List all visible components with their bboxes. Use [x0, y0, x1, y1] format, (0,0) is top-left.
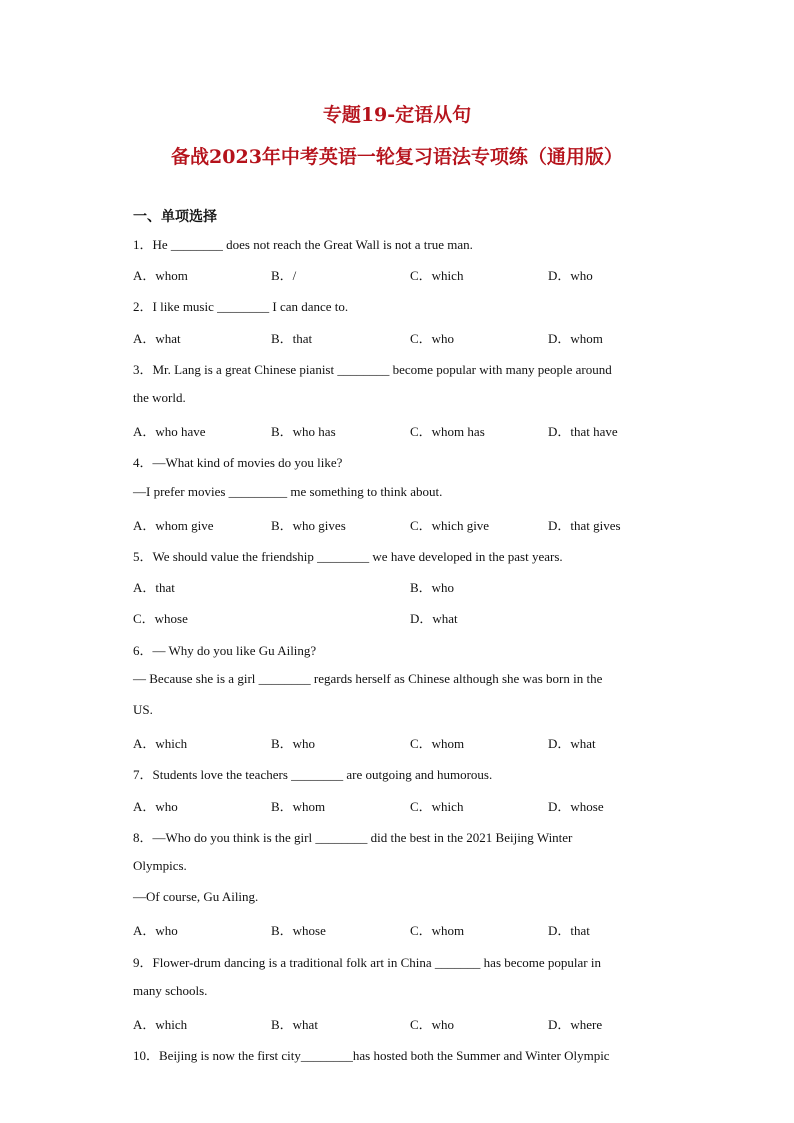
q2-option-b[interactable]: B．that — [271, 331, 313, 346]
question-1-text: 1．He ________ does not reach the Great Wall is not a true man. — [133, 237, 473, 252]
question-2-text: 2．I like music ________ I can dance to. — [133, 299, 349, 314]
q8-option-b[interactable]: B．whose — [271, 923, 326, 938]
q5-option-a[interactable]: A．that — [133, 580, 175, 595]
q8-option-a[interactable]: A．who — [133, 923, 178, 938]
q6-option-c[interactable]: C．whom — [410, 736, 465, 751]
question-10-text: 10．Beijing is now the first city________has hosted both the Summer and Winter Olympic — [133, 1048, 610, 1063]
q6-option-a[interactable]: A．which — [133, 736, 188, 751]
question-4-text: 4．—What kind of movies do you like? — [133, 455, 343, 470]
question-5-text: 5．We should value the friendship ________ we have developed in the past years. — [133, 549, 563, 564]
q1-option-a[interactable]: A．whom — [133, 268, 188, 283]
q4-option-d[interactable]: D．that gives — [548, 518, 621, 533]
q1-option-b[interactable]: B．/ — [271, 268, 297, 283]
question-3-text-cont: the world. — [133, 390, 186, 405]
question-4-answer-line: —I prefer movies _________ me something to think about. — [133, 484, 443, 499]
question-9-text-cont: many schools. — [133, 983, 208, 998]
q1-option-d[interactable]: D．who — [548, 268, 593, 283]
q6-option-b[interactable]: B．who — [271, 736, 316, 751]
q4-option-c[interactable]: C．which give — [410, 518, 490, 533]
q4-option-a[interactable]: A．whom give — [133, 518, 214, 533]
section-heading: 一、单项选择 — [133, 209, 217, 225]
question-3-text: 3．Mr. Lang is a great Chinese pianist ________ become popular with many people around — [133, 362, 612, 377]
question-6-answer-line: — Because she is a girl ________ regards herself as Chinese although she was born in the — [133, 671, 603, 686]
q3-option-a[interactable]: A．who have — [133, 424, 206, 439]
q9-option-b[interactable]: B．what — [271, 1017, 318, 1032]
question-6-text: 6．— Why do you like Gu Ailing? — [133, 643, 317, 658]
question-8-text: 8．—Who do you think is the girl ________ did the best in the 2021 Beijing Winter — [133, 830, 573, 845]
question-8-answer-line: —Of course, Gu Ailing. — [133, 889, 259, 904]
q3-option-c[interactable]: C．whom has — [410, 424, 485, 439]
q7-option-a[interactable]: A．who — [133, 799, 178, 814]
question-7-text: 7．Students love the teachers ________ are outgoing and humorous. — [133, 767, 493, 782]
question-9-text: 9．Flower-drum dancing is a traditional folk art in China _______ has become popular in — [133, 955, 601, 970]
q2-option-d[interactable]: D．whom — [548, 331, 603, 346]
question-8-text-cont: Olympics. — [133, 858, 187, 873]
q7-option-d[interactable]: D．whose — [548, 799, 604, 814]
document-title: 专题19-定语从句 — [322, 104, 472, 126]
q9-option-d[interactable]: D．where — [548, 1017, 603, 1032]
q5-option-b[interactable]: B．who — [410, 580, 455, 595]
q4-option-b[interactable]: B．who gives — [271, 518, 346, 533]
q6-option-d[interactable]: D．what — [548, 736, 596, 751]
q7-option-b[interactable]: B．whom — [271, 799, 326, 814]
q9-option-c[interactable]: C．who — [410, 1017, 455, 1032]
question-6-text-cont: US. — [133, 702, 153, 717]
q2-option-a[interactable]: A．what — [133, 331, 181, 346]
q3-option-b[interactable]: B．who has — [271, 424, 336, 439]
q5-option-d[interactable]: D．what — [410, 611, 458, 626]
q8-option-c[interactable]: C．whom — [410, 923, 465, 938]
q3-option-d[interactable]: D．that have — [548, 424, 618, 439]
q2-option-c[interactable]: C．who — [410, 331, 455, 346]
document-subtitle: 备战2023年中考英语一轮复习语法专项练（通用版） — [171, 146, 623, 168]
q7-option-c[interactable]: C．which — [410, 799, 464, 814]
q1-option-c[interactable]: C．which — [410, 268, 464, 283]
q9-option-a[interactable]: A．which — [133, 1017, 188, 1032]
q8-option-d[interactable]: D．that — [548, 923, 590, 938]
q5-option-c[interactable]: C．whose — [133, 611, 188, 626]
